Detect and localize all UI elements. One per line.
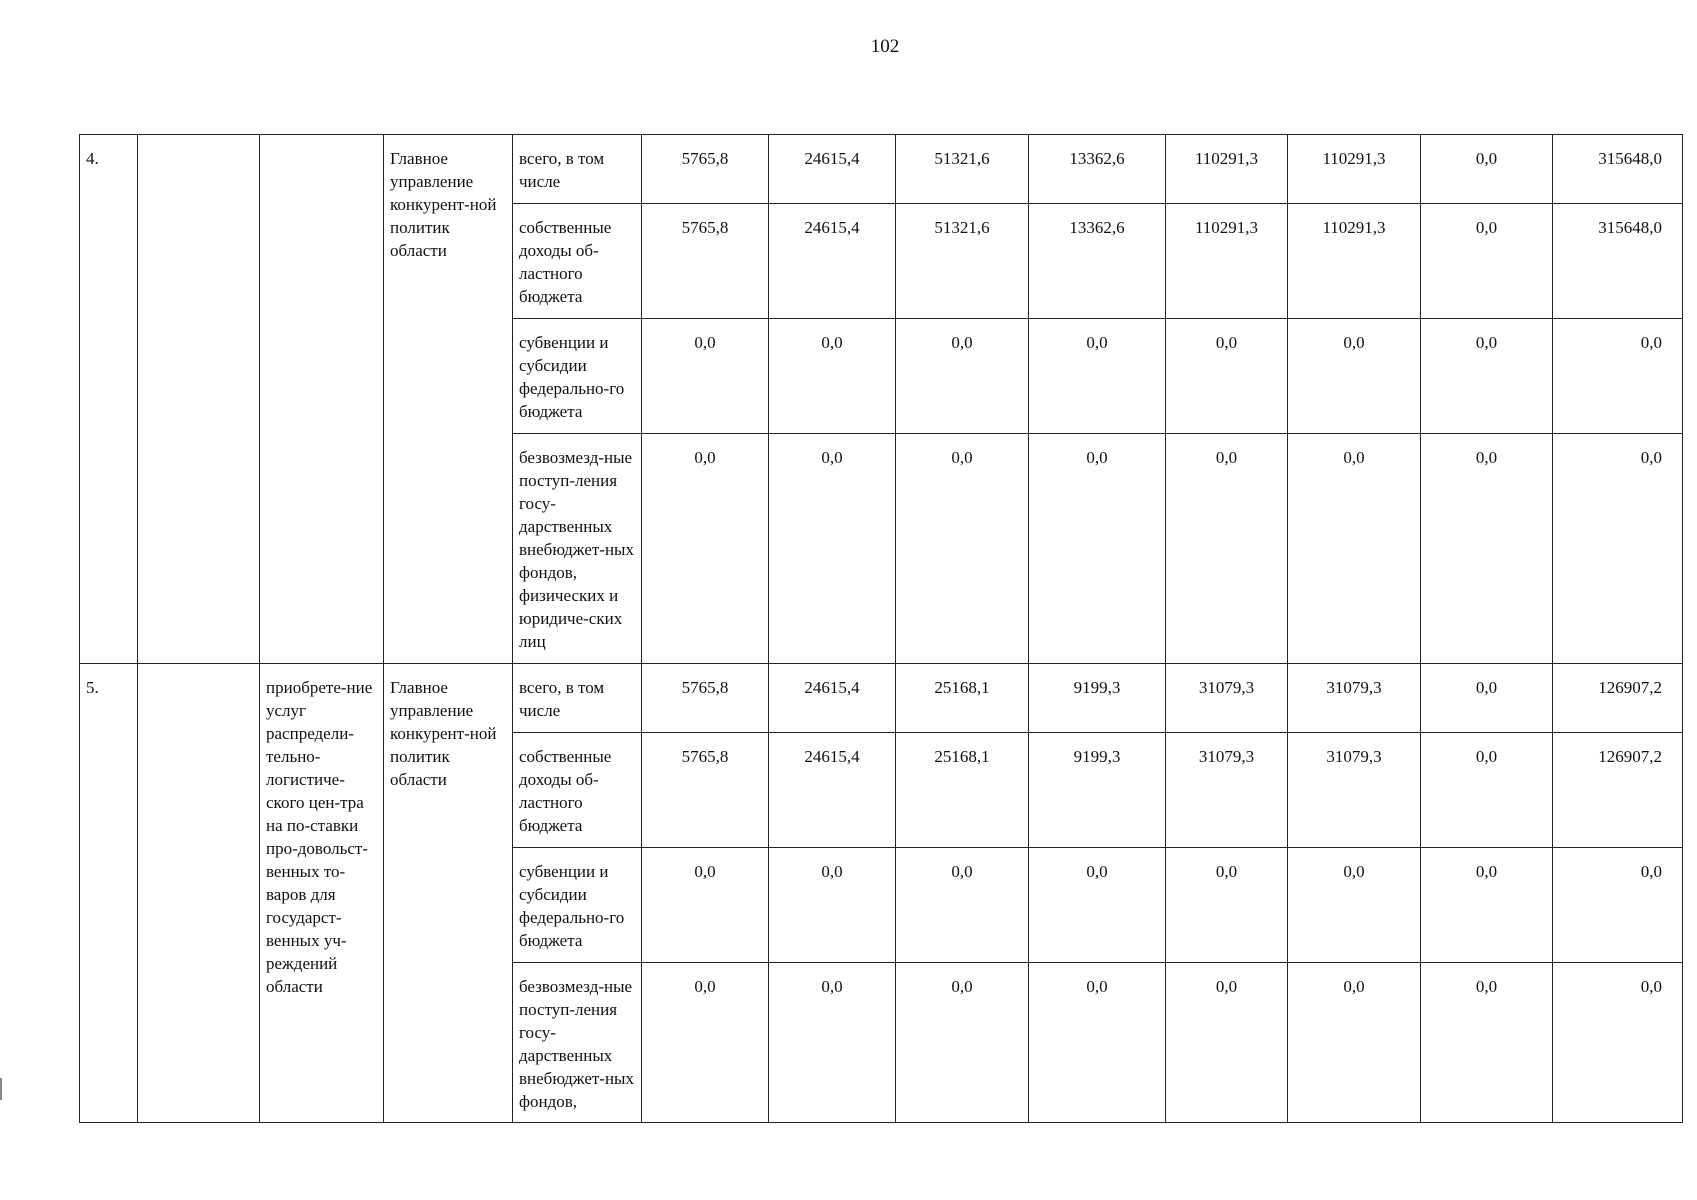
row-number-cell: 4. [80,135,138,664]
value-cell: 0,0 [896,319,1029,434]
value-cell: 31079,3 [1166,664,1288,733]
value-cell: 0,0 [642,963,769,1123]
empty-cell [138,664,260,1123]
value-cell: 0,0 [896,963,1029,1123]
value-cell: 0,0 [1421,135,1553,204]
value-cell: 0,0 [1553,319,1683,434]
value-cell: 5765,8 [642,135,769,204]
row-number-cell: 5. [80,664,138,1123]
value-cell: 25168,1 [896,733,1029,848]
value-cell: 0,0 [1553,848,1683,963]
value-cell: 31079,3 [1166,733,1288,848]
value-cell: 0,0 [1421,204,1553,319]
value-cell: 0,0 [1166,434,1288,664]
value-cell: 0,0 [1421,319,1553,434]
measure-cell: приобрете-ние услуг распредели-тельно-логистиче-ского цен-тра на по-ставки про-довольст-венных то-варов для государст-венных уч-реждений области [260,664,384,1123]
value-cell: 0,0 [1421,733,1553,848]
funding-source-cell: безвозмезд-ные поступ-ления госу-дарственных внебюджет-ных фондов, физических и юридиче-ских лиц [513,434,642,664]
value-cell: 0,0 [896,434,1029,664]
value-cell: 31079,3 [1288,733,1421,848]
value-cell: 0,0 [769,963,896,1123]
value-cell: 0,0 [1166,319,1288,434]
value-cell: 0,0 [1029,434,1166,664]
value-cell: 0,0 [1288,434,1421,664]
table-row [80,135,1683,204]
executor-cell: Главное управление конкурент-ной политик области [384,135,513,664]
value-cell: 0,0 [642,434,769,664]
value-cell: 25168,1 [896,664,1029,733]
value-cell: 0,0 [1166,963,1288,1123]
value-cell: 0,0 [1029,319,1166,434]
value-cell: 110291,3 [1288,204,1421,319]
value-cell: 51321,6 [896,135,1029,204]
funding-source-cell: собственные доходы об-ластного бюджета [513,204,642,319]
value-cell: 0,0 [769,434,896,664]
value-cell: 5765,8 [642,204,769,319]
table-row [80,664,1683,733]
value-cell: 0,0 [1421,434,1553,664]
value-cell: 24615,4 [769,664,896,733]
value-cell: 13362,6 [1029,204,1166,319]
value-cell: 0,0 [896,848,1029,963]
budget-table [79,134,1683,1123]
value-cell: 126907,2 [1553,664,1683,733]
value-cell: 51321,6 [896,204,1029,319]
value-cell: 13362,6 [1029,135,1166,204]
funding-source-cell: субвенции и субсидии федерально-го бюджета [513,848,642,963]
value-cell: 24615,4 [769,204,896,319]
value-cell: 0,0 [1421,664,1553,733]
value-cell: 0,0 [1288,963,1421,1123]
value-cell: 0,0 [1288,848,1421,963]
value-cell: 5765,8 [642,664,769,733]
value-cell: 9199,3 [1029,733,1166,848]
value-cell: 0,0 [1166,848,1288,963]
value-cell: 0,0 [642,319,769,434]
value-cell: 0,0 [1421,848,1553,963]
funding-source-cell: безвозмезд-ные поступ-ления госу-дарственных внебюджет-ных фондов, [513,963,642,1123]
value-cell: 24615,4 [769,135,896,204]
value-cell: 0,0 [1029,848,1166,963]
value-cell: 0,0 [1421,963,1553,1123]
value-cell: 0,0 [1288,319,1421,434]
value-cell: 0,0 [642,848,769,963]
value-cell: 5765,8 [642,733,769,848]
value-cell: 0,0 [1553,434,1683,664]
value-cell: 9199,3 [1029,664,1166,733]
scan-artifact [0,1078,5,1100]
funding-source-cell: субвенции и субсидии федерально-го бюджета [513,319,642,434]
value-cell: 126907,2 [1553,733,1683,848]
measure-cell [260,135,384,664]
value-cell: 110291,3 [1288,135,1421,204]
value-cell: 110291,3 [1166,135,1288,204]
value-cell: 110291,3 [1166,204,1288,319]
value-cell: 0,0 [769,848,896,963]
value-cell: 31079,3 [1288,664,1421,733]
funding-source-cell: собственные доходы об-ластного бюджета [513,733,642,848]
value-cell: 0,0 [1553,963,1683,1123]
page-number: 102 [870,36,900,57]
value-cell: 0,0 [769,319,896,434]
value-cell: 315648,0 [1553,204,1683,319]
value-cell: 0,0 [1029,963,1166,1123]
executor-cell: Главное управление конкурент-ной политик области [384,664,513,1123]
funding-source-cell: всего, в том числе [513,135,642,204]
empty-cell [138,135,260,664]
value-cell: 315648,0 [1553,135,1683,204]
value-cell: 24615,4 [769,733,896,848]
funding-source-cell: всего, в том числе [513,664,642,733]
